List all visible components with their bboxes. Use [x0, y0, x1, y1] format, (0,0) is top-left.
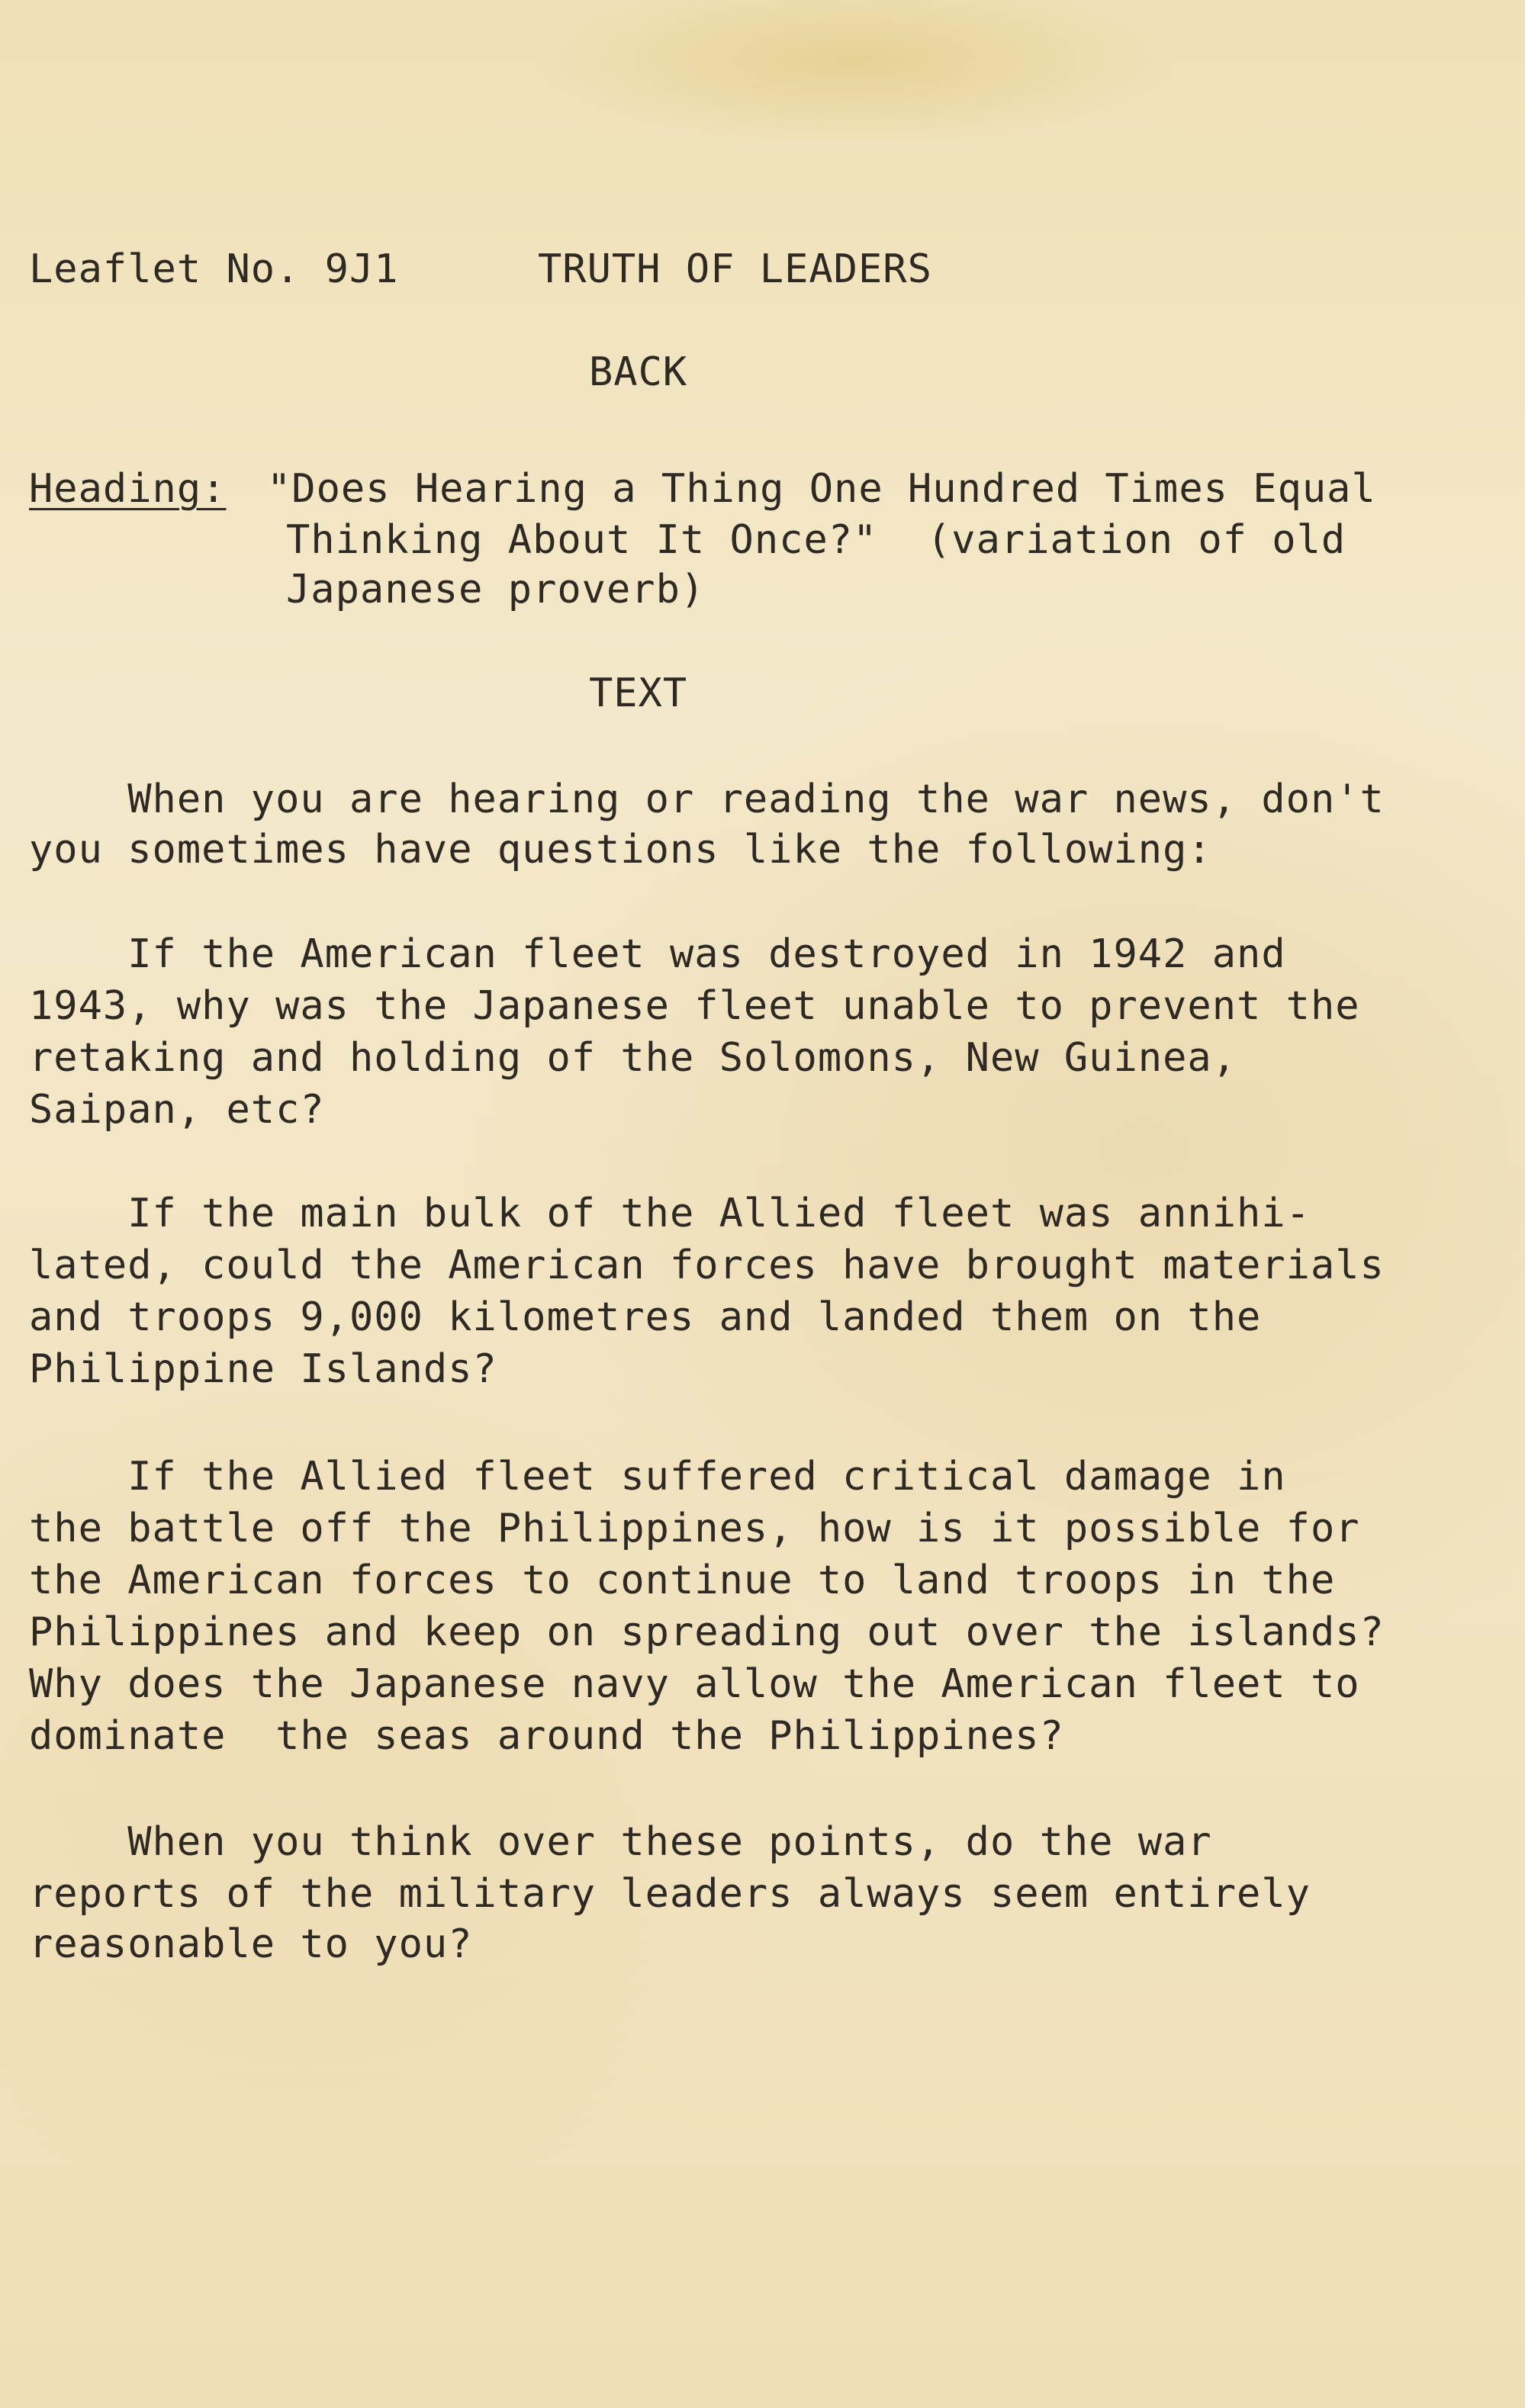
paragraph-line: If the American fleet was destroyed in 1942 and: [29, 931, 1286, 977]
paragraph-line: When you think over these points, do the war: [29, 1819, 1212, 1865]
paragraph-line: When you are hearing or reading the war news, don't: [29, 776, 1385, 822]
paragraph-line: lated, could the American forces have brought materials: [29, 1243, 1385, 1288]
paragraph-line: reports of the military leaders always seem entirely: [29, 1871, 1311, 1917]
paragraph-line: and troops 9,000 kilometres and landed them on the: [29, 1294, 1262, 1340]
heading-line: Japanese proverb): [286, 567, 706, 612]
paragraph-line: Philippines and keep on spreading out over the islands?: [29, 1609, 1385, 1655]
heading-line: Thinking About It Once?" (variation of old: [286, 517, 1346, 563]
paragraph-line: dominate the seas around the Philippines?: [29, 1713, 1064, 1759]
paragraph-line: If the main bulk of the Allied fleet was annihi-: [29, 1191, 1311, 1236]
side-label-back: BACK: [589, 349, 688, 395]
paragraph-line: the American forces to continue to land troops in the: [29, 1558, 1336, 1603]
paragraph-line: Saipan, etc?: [29, 1087, 325, 1133]
paragraph-line: you sometimes have questions like the following:: [29, 827, 1212, 873]
leaflet-number: Leaflet No. 9J1: [29, 246, 399, 292]
heading-line: "Does Hearing a Thing One Hundred Times Equal: [267, 466, 1376, 512]
paragraph-line: Philippine Islands?: [29, 1346, 497, 1392]
document-title: TRUTH OF LEADERS: [538, 246, 932, 292]
heading-label: Heading:: [29, 466, 227, 512]
paragraph-line: retaking and holding of the Solomons, New Guinea,: [29, 1035, 1237, 1081]
text-label: TEXT: [589, 670, 688, 716]
paragraph-line: reasonable to you?: [29, 1921, 473, 1967]
paragraph-line: 1943, why was the Japanese fleet unable to prevent the: [29, 983, 1360, 1029]
paragraph-line: Why does the Japanese navy allow the American fleet to: [29, 1661, 1360, 1707]
paragraph-line: If the Allied fleet suffered critical damage in: [29, 1454, 1286, 1500]
paragraph-line: the battle off the Philippines, how is it possible for: [29, 1506, 1360, 1551]
